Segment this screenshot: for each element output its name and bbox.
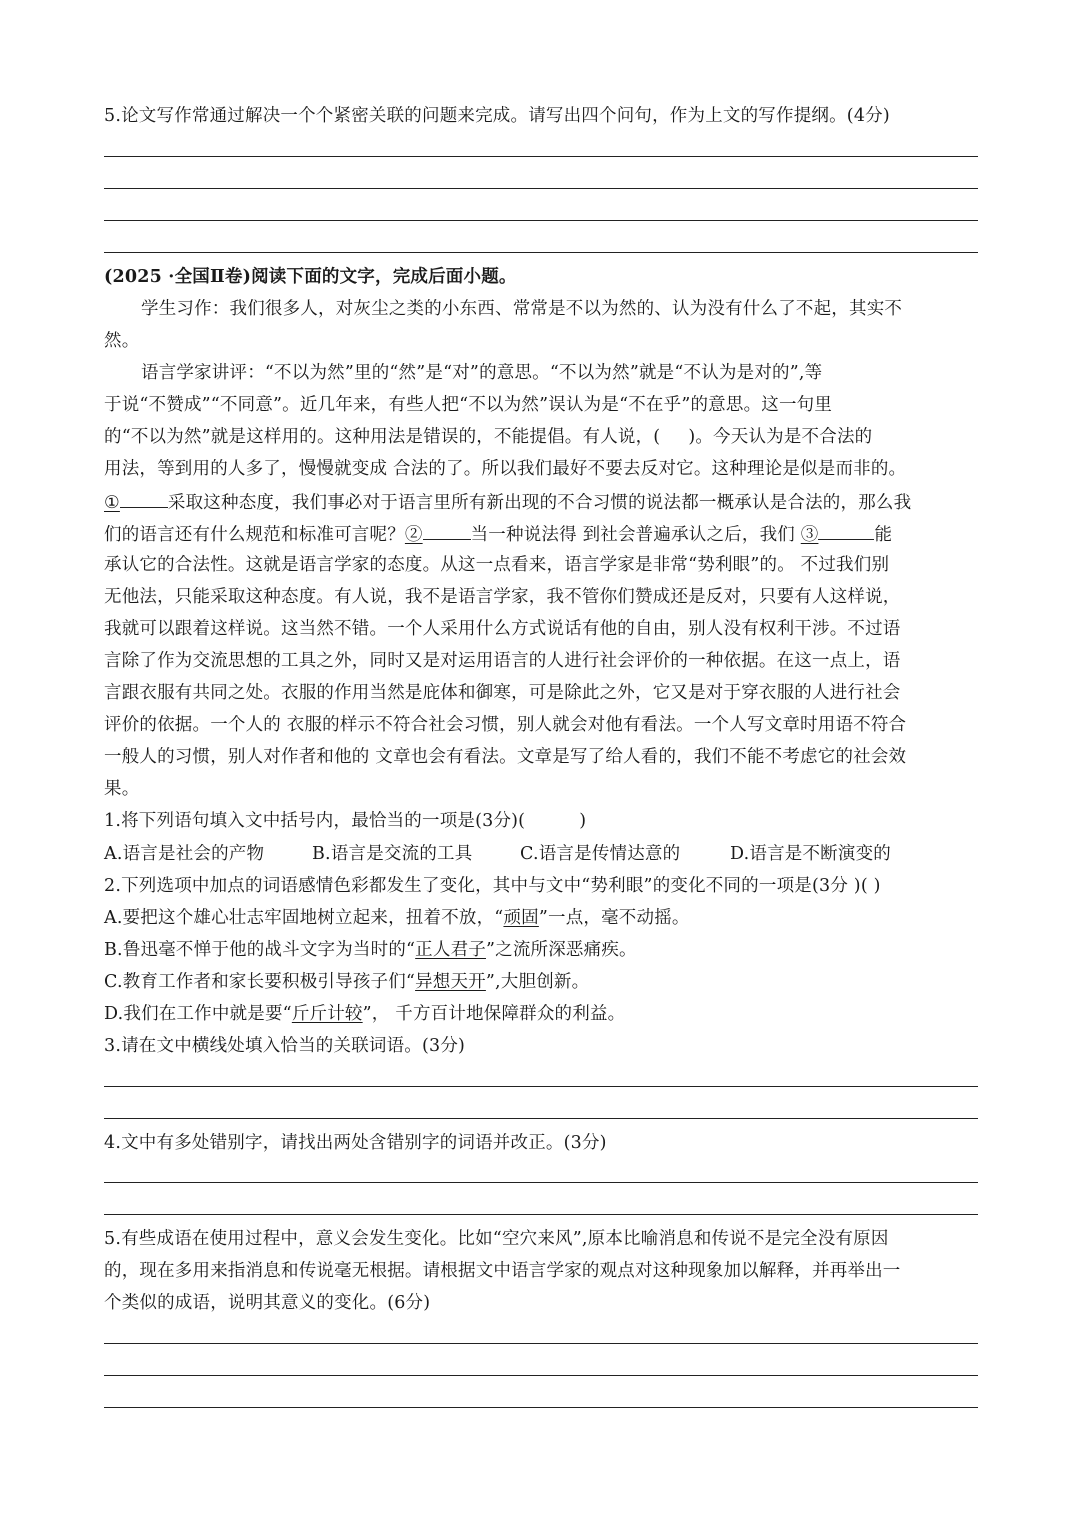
- answer-line: [104, 252, 978, 253]
- option-text: ”一点，毫不动摇。: [538, 908, 690, 928]
- dotted-word: 顽固: [503, 908, 539, 928]
- passage-text: 然。: [104, 331, 140, 351]
- passage-text: 无他法，只能采取这种态度。有人说，我不是语言学家，我不管你们赞成还是反对，只要有人这样说，: [104, 587, 901, 607]
- passage-text: 于说“不赞成”“不同意”。近几年来，有些人把“不以为然”误认为是“不在乎”的意思。这一句里: [104, 395, 833, 415]
- answer-line: [104, 1343, 978, 1344]
- blank-marker-2: ②: [404, 525, 423, 545]
- option-d: D.语言是不断演变的: [730, 844, 891, 864]
- question-5-prev: 5.论文写作常通过解决一个个紧密关联的问题来完成。请写出四个问句，作为上文的写作提纲。(4分): [104, 106, 890, 126]
- question-1-options: [104, 842, 891, 866]
- question-5-line: 个类似的成语，说明其意义的变化。(6分): [104, 1293, 431, 1313]
- option-text: ”之流所深恶痛疾。: [485, 940, 637, 960]
- blank-line-3: [818, 521, 874, 540]
- passage-text-segment: 们的语言还有什么规范和标准可言呢？: [104, 525, 405, 545]
- passage-text-segment: 能: [874, 525, 893, 545]
- passage-text: 言跟衣服有共同之处。衣服的作用当然是庇体和御寒，可是除此之外，它又是对于穿衣服的人进行社会: [104, 683, 901, 703]
- blank-line-1: [120, 489, 168, 508]
- option-text: A.要把这个雄心壮志牢固地树立起来，扭着不放，“: [104, 908, 504, 928]
- answer-line: [104, 220, 978, 221]
- passage-text: 学生习作：我们很多人，对灰尘之类的小东西、常常是不以为然的、认为没有什么了不起，其实不: [141, 299, 903, 319]
- passage-text-segment: 当一种说法得 到社会普遍承认之后，我们: [470, 525, 801, 545]
- passage-text: 言除了作为交流思想的工具之外，同时又是对运用语言的人进行社会评价的一种依据。在这一点上，语: [104, 651, 901, 671]
- answer-line: [104, 1407, 978, 1408]
- passage-text: [104, 489, 911, 515]
- question-2-option-c: [104, 970, 589, 994]
- answer-line: [104, 188, 978, 189]
- question-5-line: 5.有些成语在使用过程中，意义会发生变化。比如“空穴来风”,原本比喻消息和传说不是完全没有原因: [104, 1229, 889, 1249]
- question-2-stem: 2.下列选项中加点的词语感情色彩都发生了变化，其中与文中“势利眼”的变化不同的一项是(3分 )( ): [104, 876, 881, 896]
- question-1: [104, 809, 586, 833]
- question-2-option-d: [104, 1002, 625, 1026]
- passage-heading: (2025 ·全国Ⅱ卷)阅读下面的文字，完成后面小题。: [104, 267, 517, 287]
- passage-text: 果。: [104, 779, 140, 799]
- option-c: C.语言是传情达意的: [520, 844, 681, 864]
- question-5-line: 的，现在多用来指消息和传说毫无根据。请根据文中语言学家的观点对这种现象加以解释，并再举出一: [104, 1261, 901, 1281]
- passage-text: [104, 521, 892, 547]
- option-text: ”,大胆创新。: [485, 972, 590, 992]
- passage-text: 用法，等到用的人多了，慢慢就变成 合法的了。所以我们最好不要去反对它。这种理论是似是而非的。: [104, 459, 907, 479]
- dotted-word: 正人君子: [415, 940, 486, 960]
- option-text: B.鲁迅毫不惮于他的战斗文字为当时的“: [104, 940, 416, 960]
- answer-line: [104, 1214, 978, 1215]
- passage-text: 我就可以跟着这样说。这当然不错。一个人采用什么方式说话有他的自由，别人没有权利干涉。不过语: [104, 619, 901, 639]
- option-a: A.语言是社会的产物: [104, 844, 265, 864]
- question-1-stem-end: ): [579, 811, 587, 831]
- passage-text: 一般人的习惯，别人对作者和他的 文章也会有看法。文章是写了给人看的，我们不能不考虑它的社会效: [104, 747, 907, 767]
- passage-text-segment: 采取这种态度，我们事必对于语言里所有新出现的不合习惯的说法都一概承认是合法的，那么我: [167, 493, 912, 513]
- answer-line: [104, 156, 978, 157]
- passage-text: 承认它的合法性。这就是语言学家的态度。从这一点看来，语言学家是非常“势利眼”的。 不过我们别: [104, 555, 890, 575]
- blank-line-2: [423, 521, 471, 540]
- option-text: C.教育工作者和家长要积极引导孩子们“: [104, 972, 416, 992]
- question-3: 3.请在文中横线处填入恰当的关联词语。(3分): [104, 1036, 466, 1056]
- passage-text: 语言学家讲评：“不以为然”里的“然”是“对”的意思。“不以为然”就是“不认为是对的”,等: [141, 363, 823, 383]
- passage-text-segment: 的“不以为然”就是这样用的。这种用法是错误的，不能提倡。有人说，(: [104, 427, 661, 447]
- answer-line: [104, 1375, 978, 1376]
- answer-line: [104, 1086, 978, 1087]
- answer-line: [104, 1182, 978, 1183]
- passage-text-segment: )。今天认为是不合法的: [688, 427, 873, 447]
- question-4: 4.文中有多处错别字，请找出两处含错别字的词语并改正。(3分): [104, 1133, 607, 1153]
- blank-marker-1: ①: [104, 493, 120, 513]
- passage-text: 评价的依据。一个人的 衣服的样示不符合社会习惯，别人就会对他有看法。一个人写文章时用语不符合: [104, 715, 907, 735]
- option-text: D.我们在工作中就是要“: [104, 1004, 292, 1024]
- answer-line: [104, 1118, 978, 1119]
- blank-marker-3: ③: [800, 525, 819, 545]
- passage-text: [104, 425, 872, 449]
- option-b: B.语言是交流的工具: [312, 844, 473, 864]
- question-1-stem: 1.将下列语句填入文中括号内，最恰当的一项是(3分)(: [104, 811, 526, 831]
- question-2-option-b: [104, 938, 637, 962]
- question-2-option-a: [104, 906, 690, 930]
- dotted-word: 异想天开: [415, 972, 486, 992]
- dotted-word: 斤斤计较: [291, 1004, 363, 1024]
- option-text: ”， 千方百计地保障群众的利益。: [362, 1004, 626, 1024]
